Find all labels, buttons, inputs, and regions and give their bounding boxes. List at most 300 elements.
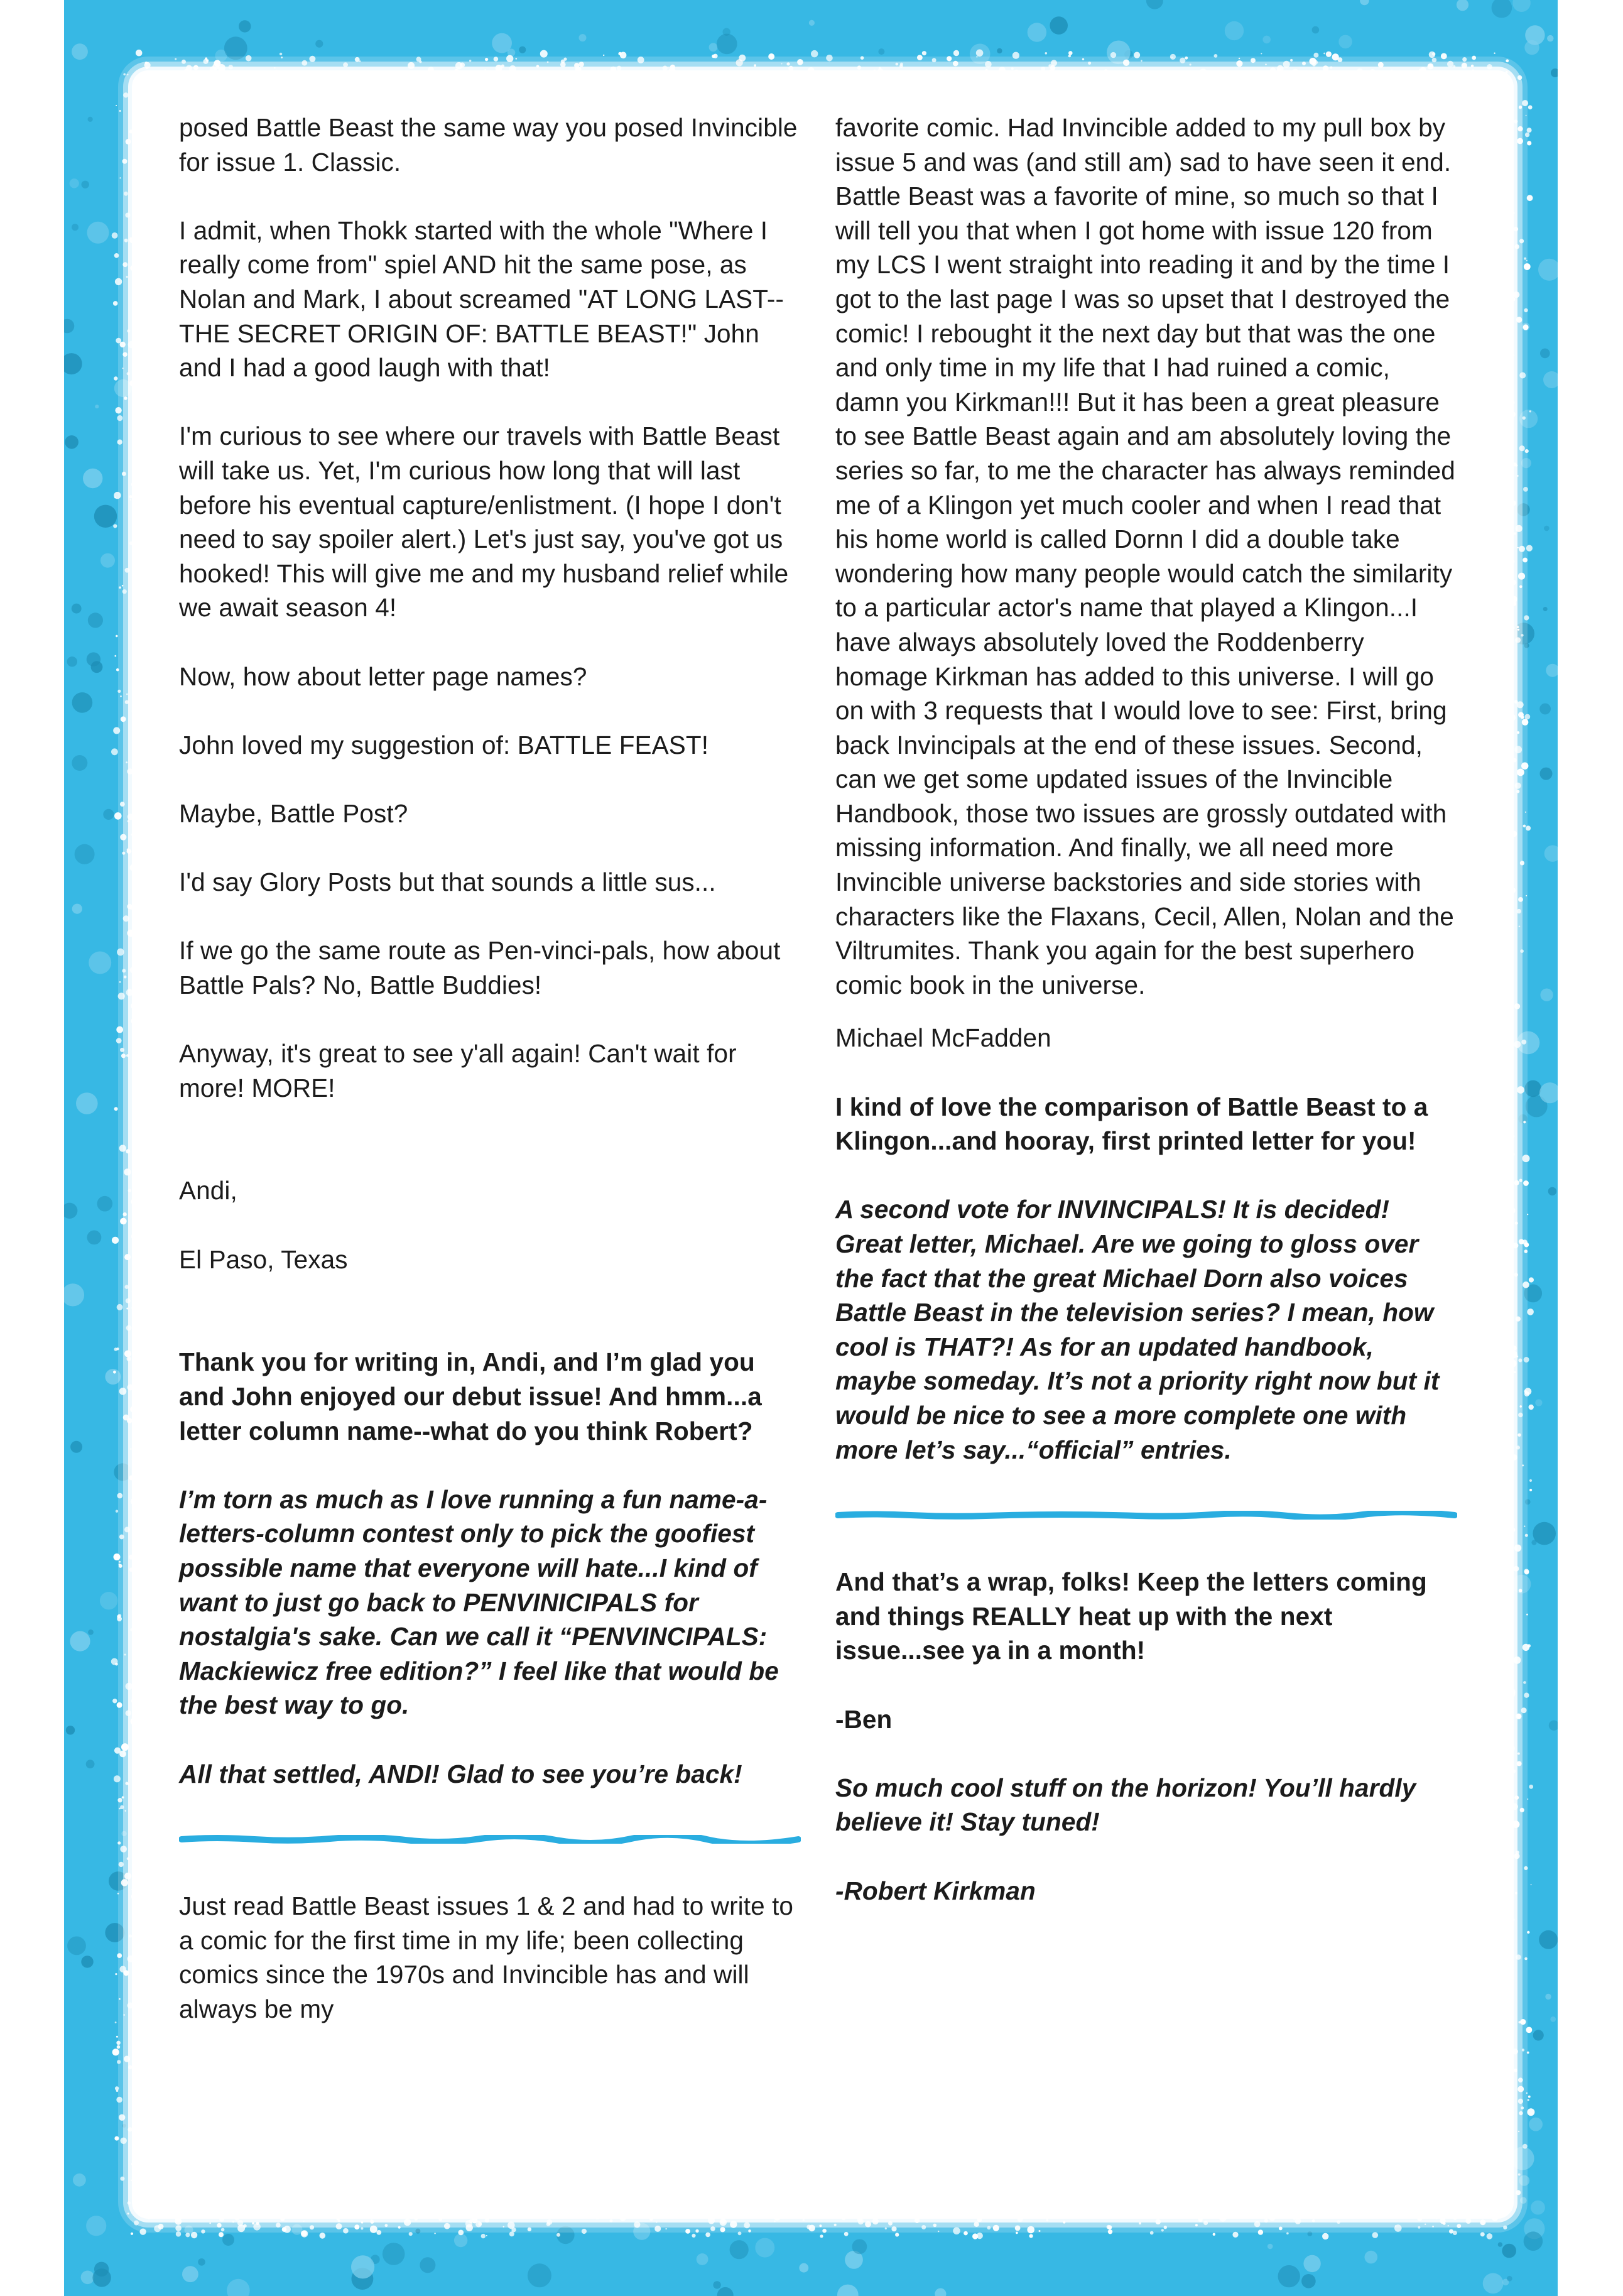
- splatter-dot: [175, 58, 176, 60]
- splatter-dot: [198, 2258, 205, 2266]
- splatter-dot: [320, 2233, 326, 2239]
- splatter-dot: [127, 372, 130, 375]
- splatter-dot: [1107, 2225, 1112, 2229]
- splatter-dot: [243, 2224, 247, 2228]
- splatter-dot: [921, 2225, 926, 2229]
- splatter-dot: [303, 2221, 305, 2222]
- editor-reply-robert: A second vote for INVINCIPALS! It is decided! Great letter, Michael. Are we going to gloss over the fact that the great Michael Dorn also voices Battle Beast in the television series? I mean, how cool is THAT?! As for an updated handbook, maybe someday. It’s not a priority right now but it would be nice to see a more complete one with more let’s say...“official” entries.: [835, 1195, 1440, 1464]
- splatter-dot: [115, 2086, 119, 2090]
- splatter-dot: [82, 181, 89, 188]
- splatter-dot: [1524, 2218, 1544, 2239]
- splatter-dot: [117, 1798, 122, 1802]
- splatter-dot: [1528, 106, 1533, 110]
- splatter-dot: [1516, 464, 1517, 466]
- splatter-dot: [119, 110, 121, 112]
- splatter-dot: [1547, 35, 1553, 41]
- splatter-dot: [1440, 2218, 1445, 2224]
- splatter-dot: [806, 2225, 811, 2229]
- splatter-dot: [1519, 1405, 1522, 1408]
- splatter-dot: [454, 2234, 467, 2247]
- splatter-dot: [506, 55, 513, 62]
- splatter-dot: [1068, 51, 1073, 55]
- splatter-dot: [1301, 2274, 1316, 2288]
- splatter-dot: [1514, 1003, 1520, 1009]
- splatter-dot: [1016, 2232, 1018, 2234]
- splatter-dot: [119, 1564, 122, 1568]
- splatter-dot: [1517, 1761, 1522, 1766]
- splatter-dot: [1011, 67, 1014, 70]
- splatter-dot: [1523, 1121, 1526, 1123]
- splatter-dot: [419, 60, 421, 63]
- splatter-dot: [1225, 21, 1244, 40]
- splatter-dot: [114, 2136, 119, 2141]
- letter-andi: [179, 111, 801, 1311]
- splatter-dot: [1472, 56, 1476, 60]
- splatter-dot: [1516, 1954, 1521, 1959]
- splatter-dot: [922, 51, 926, 55]
- splatter-dot: [117, 2045, 121, 2049]
- splatter-dot: [1432, 52, 1435, 55]
- splatter-dot: [1432, 58, 1437, 63]
- splatter-dot: [1502, 2279, 1509, 2286]
- splatter-dot: [130, 499, 131, 501]
- splatter-dot: [1146, 0, 1163, 9]
- splatter-dot: [112, 1699, 117, 1703]
- splatter-dot: [1517, 126, 1523, 131]
- splatter-dot: [117, 2060, 121, 2064]
- splatter-dot: [185, 2226, 193, 2234]
- splatter-dot: [736, 59, 742, 66]
- splatter-dot: [670, 65, 675, 70]
- splatter-dot: [86, 1760, 95, 1768]
- splatter-dot: [1551, 68, 1558, 77]
- closing-message-ben: And that’s a wrap, folks! Keep the letters coming and things REALLY heat up with the next issue...see ya in a month!: [835, 1567, 1427, 1665]
- splatter-dot: [1518, 1413, 1523, 1418]
- splatter-dot: [1527, 1931, 1529, 1934]
- splatter-dot: [1518, 2077, 1523, 2082]
- splatter-dot: [1531, 2201, 1545, 2215]
- splatter-dot: [1332, 53, 1339, 60]
- splatter-dot: [1522, 323, 1530, 331]
- splatter-dot: [1514, 1545, 1521, 1552]
- splatter-dot: [1338, 35, 1352, 49]
- splatter-dot: [712, 55, 715, 58]
- splatter-dot: [1520, 949, 1524, 953]
- splatter-dot: [1107, 41, 1131, 65]
- splatter-dot: [1516, 2190, 1521, 2195]
- splatter-dot: [547, 61, 549, 63]
- splatter-dot: [620, 52, 627, 59]
- splatter-dot: [1290, 59, 1293, 62]
- splatter-dot: [638, 57, 644, 63]
- splatter-dot: [206, 59, 209, 62]
- splatter-dot: [361, 2221, 364, 2224]
- splatter-dot: [720, 2219, 727, 2226]
- splatter-dot: [122, 352, 127, 357]
- splatter-dot: [786, 62, 790, 65]
- splatter-dot: [976, 56, 977, 57]
- splatter-dot: [352, 2268, 374, 2290]
- splatter-dot: [370, 2226, 377, 2233]
- splatter-dot: [1529, 1277, 1534, 1282]
- splatter-dot: [578, 62, 584, 67]
- comic-letters-page: [64, 0, 1558, 2296]
- splatter-dot: [695, 2229, 698, 2233]
- splatter-dot: [1540, 768, 1553, 780]
- splatter-dot: [1514, 244, 1519, 249]
- splatter-dot: [114, 1107, 118, 1111]
- splatter-dot: [1521, 634, 1523, 636]
- splatter-dot: [117, 1702, 122, 1708]
- splatter-dot: [1150, 2231, 1154, 2235]
- splatter-dot: [1517, 475, 1519, 477]
- splatter-dot: [1313, 53, 1318, 58]
- splatter-dot: [878, 48, 884, 55]
- splatter-dot: [1519, 546, 1525, 552]
- splatter-dot: [191, 2232, 197, 2238]
- splatter-dot: [121, 716, 126, 722]
- splatter-dot: [528, 2228, 531, 2231]
- splatter-dot: [900, 63, 903, 66]
- splatter-dot: [120, 695, 122, 697]
- splatter-dot: [120, 342, 126, 347]
- splatter-dot: [1515, 1892, 1517, 1895]
- splatter-dot: [125, 700, 129, 704]
- splatter-dot: [717, 2287, 734, 2296]
- splatter-dot: [131, 2233, 133, 2235]
- splatter-dot: [72, 224, 79, 231]
- splatter-dot: [895, 2233, 899, 2236]
- splatter-dot: [64, 319, 74, 334]
- signoff-robert: -Robert Kirkman: [835, 1876, 1036, 1905]
- splatter-dot: [64, 1283, 84, 1306]
- splatter-dot: [475, 2221, 482, 2228]
- splatter-dot: [1326, 52, 1332, 57]
- splatter-dot: [1529, 410, 1531, 412]
- splatter-dot: [1514, 1795, 1519, 1800]
- splatter-dot: [1039, 2230, 1041, 2232]
- splatter-dot: [120, 1048, 124, 1052]
- splatter-dot: [1543, 371, 1558, 388]
- splatter-dot: [246, 55, 252, 62]
- splatter-dot: [343, 2228, 349, 2234]
- splatter-dot: [1514, 1657, 1521, 1664]
- splatter-dot: [1514, 1371, 1516, 1373]
- splatter-dot: [113, 727, 120, 734]
- splatter-dot: [1526, 1614, 1528, 1616]
- splatter-dot: [1518, 2099, 1523, 2104]
- splatter-dot: [73, 2174, 86, 2187]
- splatter-dot: [1527, 2052, 1529, 2054]
- splatter-dot: [114, 812, 122, 820]
- splatter-dot: [214, 60, 220, 67]
- splatter-dot: [953, 2228, 960, 2235]
- splatter-dot: [1523, 324, 1529, 330]
- letter-paragraph: If we go the same route as Pen-vinci-pals, how about Battle Pals? No, Battle Buddies!: [179, 936, 781, 999]
- splatter-dot: [70, 1631, 90, 1651]
- splatter-dot: [1549, 1721, 1558, 1731]
- splatter-dot: [1517, 731, 1519, 734]
- splatter-dot: [1462, 57, 1467, 62]
- splatter-dot: [1521, 1707, 1527, 1713]
- splatter-dot: [858, 2219, 864, 2224]
- splatter-dot: [87, 652, 100, 666]
- splatter-dot: [123, 73, 126, 76]
- splatter-dot: [121, 1743, 129, 1751]
- splatter-dot: [1457, 0, 1468, 11]
- splatter-dot: [1518, 573, 1525, 580]
- splatter-dot: [935, 2288, 946, 2296]
- splatter-dot: [81, 1956, 93, 1967]
- splatter-dot: [1322, 2233, 1328, 2239]
- splatter-dot: [1214, 54, 1218, 58]
- splatter-dot: [92, 2268, 111, 2287]
- splatter-dot: [70, 178, 79, 188]
- splatter-dot: [1527, 2108, 1534, 2116]
- splatter-dot: [1312, 26, 1320, 34]
- splatter-dot: [1539, 704, 1551, 715]
- splatter-dot: [215, 50, 227, 62]
- splatter-dot: [1538, 259, 1558, 281]
- splatter-dot: [1522, 719, 1529, 726]
- splatter-dot: [1526, 115, 1527, 116]
- splatter-dot: [1258, 2229, 1263, 2234]
- splatter-dot: [291, 2224, 302, 2235]
- splatter-dot: [723, 2229, 725, 2231]
- splatter-dot: [1519, 926, 1521, 928]
- splatter-dot: [117, 1893, 119, 1895]
- splatter-dot: [122, 367, 124, 369]
- splatter-dot: [123, 2014, 125, 2016]
- splatter-dot: [1540, 349, 1550, 359]
- splatter-dot: [1279, 2227, 1283, 2231]
- splatter-dot: [1514, 532, 1516, 535]
- splatter-dot: [723, 28, 730, 36]
- splatter-dot: [274, 67, 275, 68]
- splatter-dot: [182, 60, 186, 64]
- splatter-dot: [1429, 52, 1435, 58]
- splatter-dot: [114, 1463, 131, 1481]
- splatter-dot: [1517, 1031, 1540, 1055]
- splatter-dot: [123, 92, 128, 97]
- splatter-dot: [1527, 195, 1533, 201]
- splatter-dot: [1519, 410, 1538, 428]
- splatter-dot: [1511, 2146, 1534, 2170]
- splatter-dot: [709, 43, 718, 52]
- splatter-dot: [618, 52, 621, 55]
- letter-signature: [179, 1140, 801, 1311]
- splatter-dot: [768, 53, 774, 60]
- splatter-dot: [469, 60, 471, 62]
- splatter-dot: [1462, 63, 1467, 68]
- splatter-dot: [1523, 2144, 1528, 2149]
- splatter-dot: [114, 1347, 117, 1351]
- splatter-dot: [1524, 263, 1531, 270]
- splatter-dot: [1195, 2224, 1198, 2226]
- splatter-dot: [1447, 61, 1453, 67]
- splatter-dot: [121, 2138, 127, 2144]
- splatter-dot: [158, 2224, 164, 2229]
- splatter-dot: [1519, 1239, 1524, 1244]
- splatter-dot: [100, 553, 115, 568]
- splatter-dot: [1535, 1399, 1542, 1406]
- letters-content-area: [132, 70, 1514, 2219]
- splatter-dot: [122, 472, 126, 476]
- splatter-dot: [1523, 1281, 1529, 1288]
- splatter-dot: [1525, 133, 1529, 137]
- splatter-dot: [826, 55, 833, 62]
- splatter-dot: [1267, 2244, 1273, 2250]
- splatter-dot: [370, 2219, 373, 2223]
- splatter-dot: [114, 1748, 121, 1754]
- splatter-dot: [125, 1782, 128, 1785]
- splatter-dot: [1517, 547, 1519, 548]
- splatter-dot: [123, 1415, 129, 1421]
- splatter-dot: [309, 56, 315, 62]
- splatter-dot: [633, 2223, 650, 2240]
- splatter-dot: [1514, 1180, 1519, 1185]
- splatter-dot: [1527, 1798, 1528, 1800]
- splatter-dot: [122, 1796, 124, 1798]
- splatter-dot: [64, 1203, 77, 1219]
- splatter-dot: [1516, 1356, 1518, 1357]
- splatter-dot: [1519, 2021, 1521, 2023]
- splatter-dot: [67, 1937, 86, 1956]
- splatter-dot: [478, 2222, 482, 2226]
- splatter-dot: [1517, 909, 1521, 913]
- splatter-dot: [1519, 585, 1523, 589]
- splatter-dot: [738, 2231, 742, 2235]
- splatter-dot: [276, 2223, 281, 2228]
- splatter-dot: [301, 2231, 307, 2236]
- splatter-dot: [1156, 2219, 1161, 2225]
- splatter-dot: [1525, 1534, 1528, 1537]
- splatter-dot: [113, 301, 118, 306]
- splatter-dot: [1550, 2016, 1556, 2022]
- splatter-dot: [540, 50, 548, 58]
- splatter-dot: [754, 64, 756, 67]
- splatter-dot: [492, 33, 512, 53]
- splatter-dot: [123, 1970, 129, 1976]
- splatter-dot: [717, 34, 737, 55]
- splatter-dot: [1507, 2276, 1512, 2282]
- splatter-dot: [116, 1347, 119, 1350]
- splatter-dot: [720, 2219, 726, 2224]
- splatter-dot: [114, 379, 132, 397]
- splatter-dot: [1524, 1526, 1525, 1527]
- splatter-dot: [1544, 846, 1558, 862]
- splatter-dot: [416, 57, 421, 62]
- splatter-dot: [127, 74, 128, 75]
- splatter-dot: [239, 20, 251, 32]
- splatter-dot: [987, 2226, 991, 2230]
- splatter-dot: [145, 62, 148, 64]
- splatter-dot: [1514, 1041, 1521, 1048]
- splatter-dot: [1512, 623, 1534, 645]
- splatter-dot: [115, 1663, 118, 1666]
- splatter-dot: [1432, 2226, 1434, 2228]
- splatter-dot: [124, 1654, 126, 1656]
- splatter-dot: [1544, 526, 1550, 531]
- splatter-dot: [75, 844, 95, 864]
- splatter-dot: [122, 159, 128, 164]
- splatter-dot: [974, 2222, 979, 2227]
- splatter-dot: [113, 524, 117, 528]
- splatter-dot: [383, 2243, 405, 2265]
- splatter-dot: [1262, 36, 1271, 44]
- splatter-dot: [1029, 2235, 1031, 2237]
- splatter-dot: [1524, 1243, 1529, 1248]
- splatter-dot: [229, 65, 233, 69]
- splatter-dot: [993, 2225, 999, 2231]
- splatter-dot: [1338, 57, 1343, 62]
- splatter-dot: [116, 668, 119, 672]
- splatter-dot: [122, 969, 126, 972]
- splatter-dot: [1517, 1086, 1524, 1094]
- splatter-dot: [1498, 2242, 1502, 2246]
- splatter-dot: [113, 1371, 116, 1374]
- splatter-dot: [126, 1298, 131, 1303]
- splatter-dot: [282, 2227, 287, 2232]
- splatter-dot: [1453, 65, 1455, 68]
- splatter-dot: [338, 2220, 340, 2223]
- splatter-dot: [938, 2231, 939, 2232]
- splatter-dot: [739, 55, 746, 62]
- splatter-dot: [511, 2228, 516, 2232]
- splatter-dot: [124, 192, 128, 196]
- splatter-dot: [1512, 0, 1531, 12]
- splatter-dot: [175, 2225, 182, 2231]
- splatter-dot: [116, 338, 121, 344]
- splatter-dot: [469, 2219, 473, 2223]
- splatter-dot: [1527, 1214, 1528, 1215]
- splatter-dot: [126, 694, 128, 695]
- splatter-dot: [120, 834, 126, 841]
- splatter-dot: [1523, 1681, 1526, 1684]
- splatter-dot: [124, 1873, 131, 1880]
- splatter-dot: [465, 2220, 472, 2227]
- splatter-dot: [301, 60, 307, 66]
- splatter-dot: [81, 2271, 95, 2285]
- splatter-dot: [917, 55, 923, 60]
- splatter-dot: [1529, 2118, 1543, 2131]
- splatter-dot: [724, 2229, 725, 2231]
- splatter-dot: [1524, 308, 1528, 312]
- splatter-dot: [1518, 2131, 1519, 2132]
- splatter-dot: [136, 50, 143, 57]
- splatter-dot: [1517, 769, 1524, 776]
- splatter-dot: [1310, 58, 1316, 65]
- splatter-dot: [1527, 1309, 1534, 1315]
- splatter-dot: [119, 1966, 126, 1973]
- editor-reply-ben: I kind of love the comparison of Battle Beast to a Klingon...and hooray, first printed letter for you!: [835, 1092, 1428, 1156]
- splatter-dot: [799, 2263, 808, 2273]
- splatter-dot: [128, 2201, 131, 2204]
- splatter-dot: [1520, 2197, 1527, 2204]
- splatter-dot: [1531, 1884, 1532, 1885]
- splatter-dot: [1503, 2226, 1507, 2229]
- splatter-dot: [1531, 1540, 1536, 1545]
- splatter-dot: [120, 1805, 124, 1809]
- splatter-dot: [1480, 2219, 1485, 2225]
- splatter-dot: [1502, 2244, 1516, 2258]
- splatter-dot: [224, 36, 247, 60]
- splatter-dot: [65, 435, 79, 449]
- splatter-dot: [115, 2021, 117, 2023]
- editor-reply-ben: Thank you for writing in, Andi, and I’m glad you and John enjoyed our debut issue! And hmm...a letter column name--what do you think Robert?: [179, 1347, 762, 1445]
- splatter-dot: [205, 57, 207, 60]
- splatter-dot: [1050, 16, 1068, 35]
